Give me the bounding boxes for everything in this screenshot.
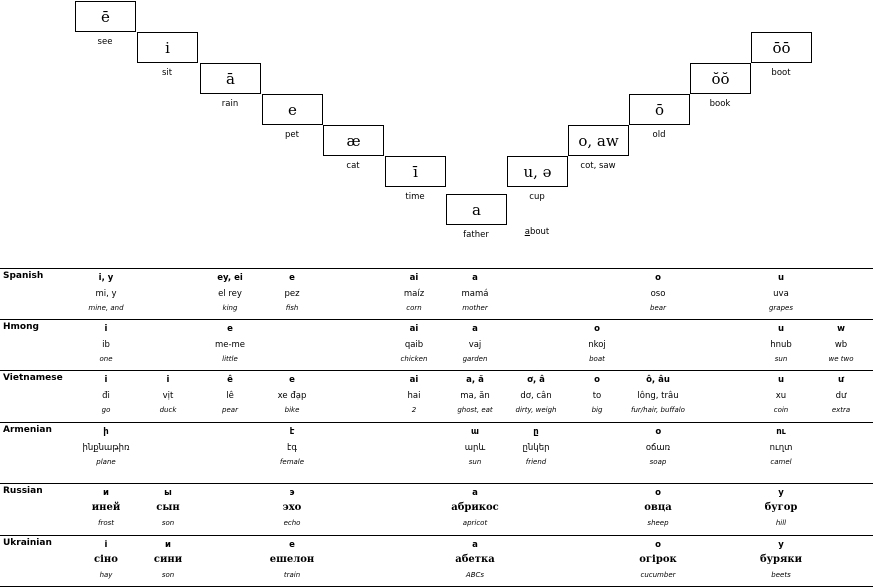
example-word: бугор	[764, 502, 798, 513]
vowel-box: ōō	[751, 32, 812, 63]
example-word: dư	[835, 391, 847, 401]
vowel-spelling: u	[777, 273, 785, 283]
english-gloss: bear	[650, 304, 666, 312]
vowel-spelling: a, ă	[466, 375, 484, 385]
vowel-spelling: o	[594, 324, 600, 334]
vowel-spelling: ի	[103, 427, 109, 437]
english-gloss: one	[99, 355, 113, 363]
vowel-spelling: a	[472, 324, 478, 334]
vowel-box: ē	[75, 1, 136, 32]
english-gloss: frost	[97, 519, 115, 527]
vowel-spelling: а	[472, 488, 478, 498]
vowel-spelling: ô, âu	[646, 375, 670, 385]
vowel-example-word: boot	[771, 68, 791, 78]
english-gloss: sun	[774, 355, 788, 363]
example-word: pez	[284, 289, 300, 299]
english-gloss: mother	[462, 304, 488, 312]
vowel-example-word: cot, saw	[580, 161, 616, 171]
example-word: xe đạp	[277, 391, 307, 401]
example-word: сын	[156, 502, 180, 513]
example-word: էգ	[287, 443, 297, 453]
vowel-spelling: e	[227, 324, 233, 334]
example-word: сіно	[94, 554, 118, 565]
english-gloss: train	[283, 571, 301, 579]
english-gloss: fur/hair, buffalo	[631, 406, 685, 414]
english-gloss: cucumber	[640, 571, 676, 579]
vowel-example-word: book	[709, 99, 731, 109]
example-word: oso	[650, 289, 666, 299]
english-gloss: echo	[283, 519, 301, 527]
english-gloss: plane	[96, 458, 116, 466]
example-word: иней	[91, 502, 121, 513]
vowel-example-word: sit	[161, 68, 173, 78]
vowel-box: a	[446, 194, 507, 225]
english-gloss: female	[279, 458, 305, 466]
vowel-spelling: ai	[409, 273, 419, 283]
vowel-spelling: e	[289, 273, 295, 283]
english-gloss: corn	[406, 304, 422, 312]
vowel-box: u, ə	[507, 156, 568, 187]
english-gloss: mine, and	[88, 304, 124, 312]
vowel-spelling: i	[166, 375, 170, 385]
example-word: ib	[102, 340, 110, 350]
example-word: огірок	[639, 554, 677, 565]
language-name: Vietnamese	[3, 373, 63, 383]
english-gloss: camel	[770, 458, 792, 466]
vowel-example-word-2: about	[524, 227, 550, 237]
vowel-spelling: օ	[655, 427, 661, 437]
english-gloss: go	[101, 406, 111, 414]
example-word: mi, y	[95, 289, 117, 299]
english-gloss: sun	[468, 458, 482, 466]
vowel-spelling: i	[104, 324, 108, 334]
english-gloss: grapes	[768, 304, 793, 312]
vowel-spelling: ai	[409, 324, 419, 334]
vowel-spelling: o	[594, 375, 600, 385]
english-gloss: son	[161, 519, 175, 527]
vowel-spelling: u	[777, 375, 785, 385]
english-gloss: fish	[285, 304, 299, 312]
table-divider	[0, 319, 873, 320]
english-gloss: friend	[525, 458, 547, 466]
english-gloss: coin	[773, 406, 789, 414]
example-word: ешелон	[269, 554, 315, 565]
vowel-spelling: ը	[533, 427, 539, 437]
example-word: буряки	[759, 554, 803, 565]
vowel-box: e	[262, 94, 323, 125]
example-word: овца	[644, 502, 672, 513]
example-word: արև	[464, 443, 486, 453]
vowel-spelling: и	[103, 488, 109, 498]
vowel-spelling: у	[778, 488, 784, 498]
english-gloss: duck	[159, 406, 177, 414]
vowel-spelling: e	[289, 375, 295, 385]
example-word: сини	[153, 554, 183, 565]
example-word: vaj	[468, 340, 482, 350]
table-divider	[0, 422, 873, 423]
english-gloss: chicken	[400, 355, 428, 363]
vowel-box: ā	[200, 63, 261, 94]
vowel-spelling: и	[165, 540, 171, 550]
example-word: maíz	[403, 289, 425, 299]
english-gloss: garden	[462, 355, 488, 363]
english-gloss: beets	[771, 571, 791, 579]
language-name: Armenian	[3, 425, 52, 435]
vowel-spelling: է	[289, 427, 295, 437]
vowel-box: o, aw	[568, 125, 629, 156]
vowel-spelling: о	[655, 540, 661, 550]
vowel-spelling: і	[104, 540, 108, 550]
vowel-example-word: see	[97, 37, 113, 47]
vowel-example-word: cup	[529, 192, 545, 202]
example-word: nkoj	[588, 340, 606, 350]
vowel-spelling: ы	[164, 488, 172, 498]
example-word: ընկեր	[522, 443, 550, 453]
english-gloss: soap	[649, 458, 667, 466]
english-gloss: boat	[589, 355, 605, 363]
vowel-example-word: pet	[285, 130, 299, 140]
table-divider	[0, 268, 873, 269]
english-gloss: 2	[411, 406, 417, 414]
english-gloss: pear	[222, 406, 238, 414]
language-name: Spanish	[3, 271, 44, 281]
vowel-spelling: u	[777, 324, 785, 334]
vowel-example-word: father	[463, 230, 489, 240]
english-gloss: big	[591, 406, 603, 414]
english-gloss: ghost, eat	[457, 406, 493, 414]
english-gloss: bike	[284, 406, 300, 414]
example-word: օճառ	[645, 443, 671, 453]
vowel-spelling: ư	[837, 375, 845, 385]
english-gloss: dirty, weigh	[515, 406, 557, 414]
english-gloss: sheep	[647, 519, 669, 527]
english-gloss: extra	[831, 406, 851, 414]
example-word: đi	[102, 391, 110, 401]
vowel-spelling: а	[472, 540, 478, 550]
example-word: эхо	[282, 502, 302, 513]
english-gloss: hill	[775, 519, 787, 527]
vowel-spelling: ai	[409, 375, 419, 385]
example-word: lê	[226, 391, 234, 401]
vowel-spelling: ու	[776, 427, 786, 437]
vowel-spelling: i, y	[98, 273, 114, 283]
vowel-spelling: у	[778, 540, 784, 550]
language-name: Hmong	[3, 322, 39, 332]
vowel-spelling: w	[837, 324, 845, 334]
language-name: Ukrainian	[3, 538, 52, 548]
example-word: ma, ăn	[460, 391, 490, 401]
example-word: xu	[775, 391, 787, 401]
vowel-box: ō	[629, 94, 690, 125]
vowel-spelling: o	[655, 273, 661, 283]
vowel-box: ī	[385, 156, 446, 187]
example-word: абрикос	[451, 502, 499, 513]
english-gloss: ABCs	[465, 571, 485, 579]
language-name: Russian	[3, 486, 43, 496]
example-word: to	[592, 391, 602, 401]
example-word: ուղտ	[769, 443, 793, 453]
vowel-example-word: cat	[346, 161, 360, 171]
vowel-example-word: time	[405, 192, 425, 202]
vowel-box: ŏŏ	[690, 63, 751, 94]
vowel-spelling: е	[289, 540, 295, 550]
example-word: ինքնաթիռ	[82, 443, 130, 453]
english-gloss: hay	[99, 571, 113, 579]
example-word: mamá	[461, 289, 489, 299]
table-divider	[0, 483, 873, 484]
example-word: hnub	[770, 340, 792, 350]
vowel-spelling: ơ, â	[527, 375, 545, 385]
vowel-spelling: a	[472, 273, 478, 283]
vowel-spelling: э	[289, 488, 295, 498]
english-gloss: little	[222, 355, 238, 363]
vowel-box: i	[137, 32, 198, 63]
table-divider	[0, 535, 873, 536]
vowel-spelling: ey, ei	[217, 273, 243, 283]
vowel-spelling: ա	[471, 427, 479, 437]
example-word: qaib	[404, 340, 424, 350]
table-divider	[0, 370, 873, 371]
english-gloss: we two	[828, 355, 854, 363]
example-word: me-me	[214, 340, 246, 350]
english-gloss: king	[222, 304, 238, 312]
example-word: uva	[773, 289, 789, 299]
example-word: hai	[407, 391, 421, 401]
example-word: абетка	[455, 554, 495, 565]
vowel-example-word: rain	[221, 99, 239, 109]
english-gloss: son	[161, 571, 175, 579]
example-word: vịt	[162, 391, 174, 401]
vowel-spelling: i	[104, 375, 108, 385]
vowel-spelling: ê	[227, 375, 233, 385]
example-word: el rey	[218, 289, 242, 299]
vowel-example-word: old	[652, 130, 666, 140]
english-gloss: apricot	[462, 519, 488, 527]
vowel-spelling: о	[655, 488, 661, 498]
example-word: lông, trâu	[637, 391, 679, 401]
example-word: dơ, cân	[520, 391, 552, 401]
vowel-box: æ	[323, 125, 384, 156]
example-word: wb	[834, 340, 848, 350]
